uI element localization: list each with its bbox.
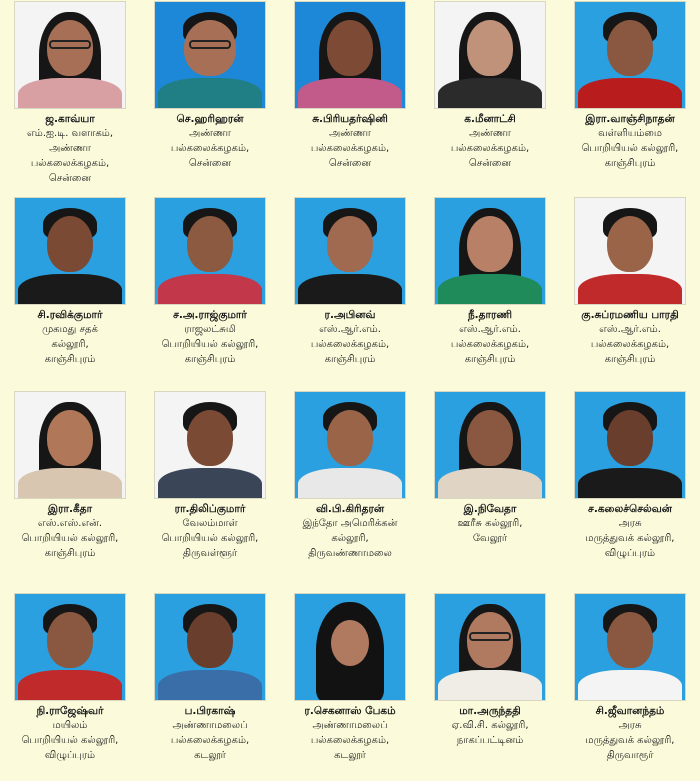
student-photo (15, 2, 125, 108)
student-name: க.மீனாட்சி (464, 113, 516, 125)
student-card (420, 392, 560, 546)
student-name: நீ.தாரணி (467, 309, 513, 321)
institution-line: நாகப்பட்டினம் (456, 735, 524, 746)
institution-line: கடலூர் (334, 750, 366, 761)
institution-line: காஞ்சிபுரம் (44, 548, 96, 559)
student-card (280, 198, 420, 367)
student-card (420, 198, 560, 367)
institution-line: பல்கலைக்கழகம், (450, 339, 530, 350)
student-name: இ.நிவேதா (463, 503, 517, 515)
institution-line: கல்லூரி, (51, 339, 89, 350)
student-photo (155, 392, 265, 498)
student-card (0, 594, 140, 763)
student-photo (575, 2, 685, 108)
institution-line: சென்னை (328, 158, 372, 169)
institution-line: அரசு (618, 720, 642, 731)
student-card (560, 392, 700, 561)
student-name: சி.ஜீவானந்தம் (595, 705, 665, 717)
institution-line: திருவாரூர் (606, 750, 654, 761)
student-name: ப.பிரகாஷ் (184, 705, 236, 717)
institution-line: பொறியியல் கல்லூரி, (161, 339, 259, 350)
institution-line: எஸ்.ஆர்.எம். (319, 324, 381, 335)
student-card (420, 2, 560, 171)
institution-line: பல்கலைக்கழகம், (30, 158, 110, 169)
student-photo (295, 198, 405, 304)
institution-line: பொறியியல் கல்லூரி, (21, 533, 119, 544)
student-card (560, 594, 700, 763)
institution-line: காஞ்சிபுரம் (44, 354, 96, 365)
institution-line: எஸ்.ஆர்.எம். (599, 324, 661, 335)
institution-line: திருவண்ணாமலை (308, 548, 392, 559)
institution-line: ஏ.வி.சி. கல்லூரி, (451, 720, 529, 731)
student-card (0, 2, 140, 186)
institution-line: அண்ணா (189, 128, 231, 139)
institution-line: சென்னை (468, 158, 512, 169)
institution-line: பல்கலைக்கழகம், (310, 339, 390, 350)
institution-line: பல்கலைக்கழகம், (310, 735, 390, 746)
student-photo (295, 594, 405, 700)
student-name: கு.சுப்ரமணிய பாரதி (581, 309, 679, 321)
student-photo (575, 198, 685, 304)
institution-line: கல்லூரி, (331, 533, 369, 544)
student-card (280, 594, 420, 763)
institution-line: பொறியியல் கல்லூரி, (581, 143, 679, 154)
student-photo (155, 2, 265, 108)
institution-line: காஞ்சிபுரம் (184, 354, 236, 365)
institution-line: வேலூர் (472, 533, 508, 544)
student-name: ர.செகனாஸ் பேகம் (304, 705, 396, 717)
student-card (420, 594, 560, 748)
student-name: ரா.திலிப்குமார் (174, 503, 246, 515)
institution-line: முகமது சதக் (42, 324, 98, 335)
institution-line: பல்கலைக்கழகம், (590, 339, 670, 350)
institution-line: அண்ணா (49, 143, 91, 154)
institution-line: பொறியியல் கல்லூரி, (161, 533, 259, 544)
student-name: நி.ராஜேஷ்வர் (36, 705, 104, 717)
institution-line: எஸ்.எஸ்.என். (37, 518, 103, 529)
institution-line: எஸ்.ஆர்.எம். (459, 324, 521, 335)
student-name: சி.ரவிக்குமார் (37, 309, 103, 321)
student-photo (435, 392, 545, 498)
institution-line: ராஜலட்சுமி (184, 324, 236, 335)
institution-line: சென்னை (188, 158, 232, 169)
institution-line: பொறியியல் கல்லூரி, (21, 735, 119, 746)
institution-line: அரசு (618, 518, 642, 529)
institution-line: விழுப்புரம் (604, 548, 656, 559)
institution-line: திருவள்ளூர் (182, 548, 238, 559)
institution-line: அண்ணாமலைப் (312, 720, 388, 731)
institution-line: மருத்துவக் கல்லூரி, (585, 533, 675, 544)
student-card (140, 2, 280, 171)
student-photo (435, 594, 545, 700)
student-photo (435, 198, 545, 304)
student-name: சு.பிரியதர்ஷினி (312, 113, 388, 125)
student-card (140, 594, 280, 763)
student-photo (155, 198, 265, 304)
student-photo (295, 2, 405, 108)
institution-line: பல்கலைக்கழகம், (450, 143, 530, 154)
institution-line: பல்கலைக்கழகம், (170, 143, 250, 154)
student-name: ர.அபினவ் (324, 309, 376, 321)
student-card (140, 198, 280, 367)
institution-line: அண்ணா (329, 128, 371, 139)
institution-line: காஞ்சிபுரம் (464, 354, 516, 365)
institution-line: காஞ்சிபுரம் (604, 158, 656, 169)
institution-line: பல்கலைக்கழகம், (170, 735, 250, 746)
institution-line: எம்.ஐ.டி. வளாகம், (27, 128, 113, 139)
institution-line: மருத்துவக் கல்லூரி, (585, 735, 675, 746)
institution-line: அண்ணாமலைப் (172, 720, 248, 731)
student-name: செ.ஹரிஹரன் (176, 113, 244, 125)
institution-line: மயிலம் (52, 720, 88, 731)
student-card (280, 392, 420, 561)
student-name: வி.பி.கிரிதரன் (315, 503, 385, 515)
institution-line: பல்கலைக்கழகம், (310, 143, 390, 154)
student-card (560, 198, 700, 367)
student-name: இரா.கீதா (47, 503, 93, 515)
institution-line: வேலம்மாள் (182, 518, 238, 529)
student-name: இரா.வாஞ்சிநாதன் (585, 113, 675, 125)
student-photo (575, 594, 685, 700)
student-card (280, 2, 420, 171)
institution-line: கடலூர் (194, 750, 226, 761)
institution-line: ஊரீசு கல்லூரி, (457, 518, 523, 529)
institution-line: வள்ளியம்மை (598, 128, 662, 139)
institution-line: காஞ்சிபுரம் (324, 354, 376, 365)
student-name: ஜ.காவ்யா (45, 113, 95, 125)
student-photo (15, 594, 125, 700)
student-card (140, 392, 280, 561)
student-card (0, 392, 140, 561)
institution-line: அண்ணா (469, 128, 511, 139)
institution-line: விழுப்புரம் (44, 750, 96, 761)
student-photo (15, 392, 125, 498)
institution-line: இந்தோ அமெரிக்கன் (302, 518, 398, 529)
student-photo (435, 2, 545, 108)
student-name: ச.அ.ராஜ்குமார் (173, 309, 247, 321)
student-name: ச.கலைச்செல்வன் (588, 503, 672, 515)
institution-line: காஞ்சிபுரம் (604, 354, 656, 365)
student-card (0, 198, 140, 367)
student-name: மா.அருந்ததி (459, 705, 521, 717)
student-card (560, 2, 700, 171)
student-photo (575, 392, 685, 498)
student-photo (295, 392, 405, 498)
institution-line: சென்னை (48, 173, 92, 184)
student-photo (15, 198, 125, 304)
student-photo (155, 594, 265, 700)
